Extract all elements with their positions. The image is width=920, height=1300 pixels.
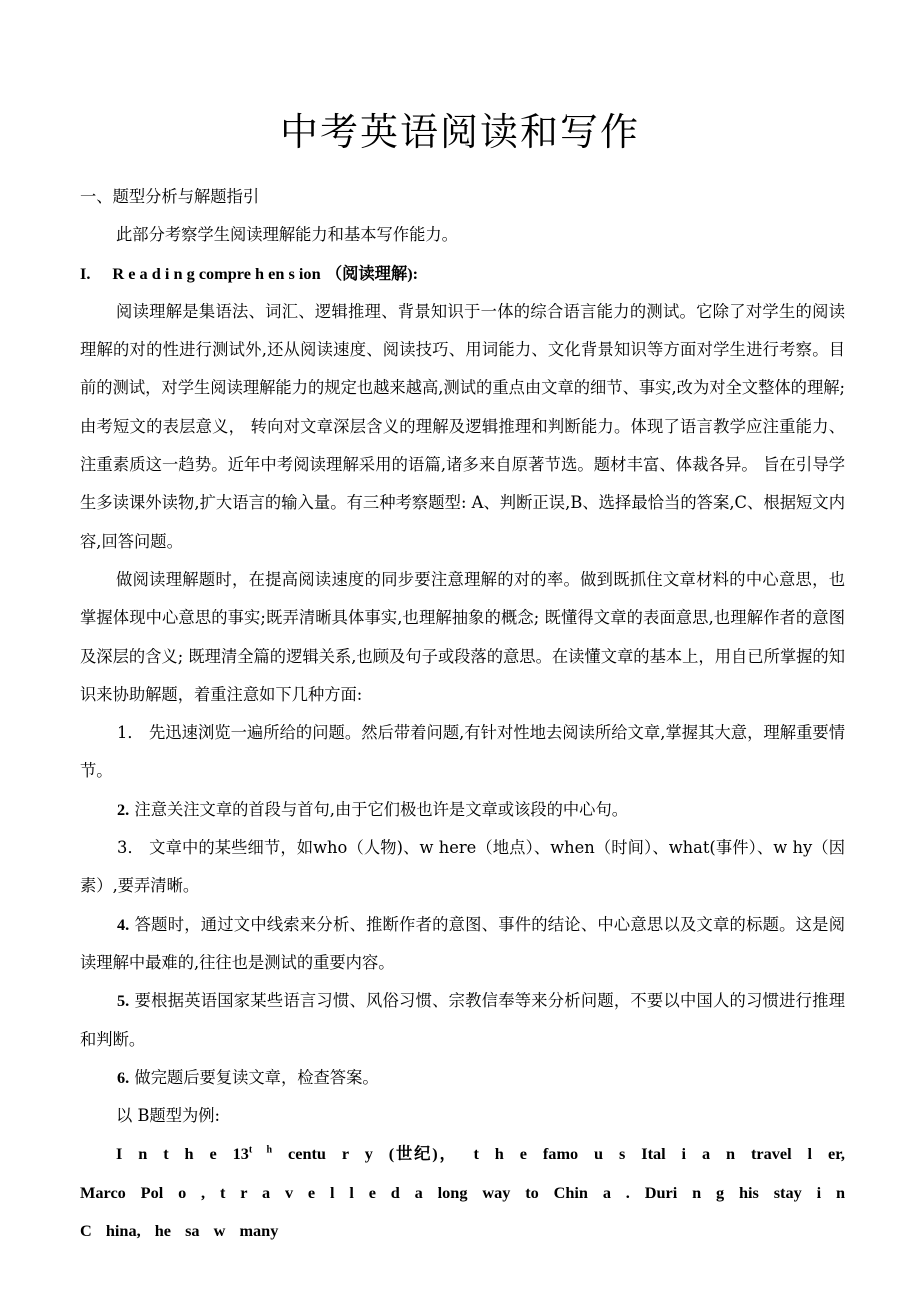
tip-number: 1．: [117, 723, 144, 743]
tip-text: 要根据英语国家某些语言习惯、风俗习惯、宗教信奉等来分析问题，不要以中国人的习惯进行推理和判断。: [80, 991, 845, 1049]
section-heading: 一、题型分析与解题指引: [80, 187, 260, 206]
example-intro: 以 B题型为例:: [116, 1106, 221, 1126]
tip-number: 5.: [117, 991, 130, 1011]
document-title: 中考英语阅读和写作: [279, 110, 640, 155]
tip-item: [80, 906, 845, 983]
tip-number: 3．: [117, 838, 144, 858]
intro-paragraph: 此部分考察学生阅读理解能力和基本写作能力。: [116, 225, 458, 245]
part-number: I.: [80, 263, 91, 283]
passage-continued: centu r y (世纪)， t h e famo u s Ital i a n travel l er, Marco Pol o , t r a v e l l e d a long way to Chin a . Duri n g his stay i n C hina, he sa w many: [80, 1144, 845, 1241]
paragraph-2: 做阅读理解题时，在提高阅读速度的同步要注意理解的对的率。做到既抓住文章材料的中心意思，也掌握体现中心意思的事实;既弄清晰具体事实,也理解抽象的概念; 既懂得文章的表面意思,也理解作者的意图及深层的含义; 既理清全篇的逻辑关系,也顾及句子或段落的意思。在读懂文章的基本上，用自已所掌握的知识来协助解题，着重注意如下几种方面:: [80, 569, 845, 704]
tip-text: 注意关注文章的首段与首句,由于它们极也许是文章或该段的中心句。: [134, 799, 629, 819]
tip-item: [80, 829, 845, 906]
tip-item: [80, 714, 845, 791]
tip-item: [80, 791, 845, 829]
passage-superscript: t h: [248, 1145, 273, 1156]
tip-item: [80, 982, 845, 1059]
part-title-cn: （阅读理解):: [325, 263, 419, 283]
tip-text: 答题时，通过文中线索来分析、推断作者的意图、事件的结论、中心意思以及文章的标题。这是阅读理解中最难的,往往也是测试的重要内容。: [80, 914, 845, 972]
passage-start: I n t h e 13: [116, 1144, 249, 1164]
tip-item: [80, 1059, 845, 1097]
document-body: [80, 178, 845, 1250]
part-title-en: R e a d i n g compre h en s ion: [112, 263, 321, 283]
tip-number: 4.: [117, 914, 130, 934]
part-heading: [80, 255, 845, 293]
example-passage: [80, 1135, 845, 1250]
tip-text: 做完题后要复读文章，检查答案。: [134, 1067, 379, 1087]
tip-text: 先迅速浏览一遍所给的问题。然后带着问题,有针对性地去阅读所给文章,掌握其大意，理解重要情节。: [80, 723, 846, 781]
tip-number: 6.: [117, 1067, 130, 1087]
tip-text: 文章中的某些细节，如who（人物)、w here（地点）、when（时间）、what(事件）、w hy（因素）,要弄清晰。: [80, 838, 845, 896]
tip-number: 2.: [117, 799, 130, 819]
paragraph-1: 阅读理解是集语法、词汇、逻辑推理、背景知识于一体的综合语言能力的测试。它除了对学生的阅读理解的对的性进行测试外,还从阅读速度、阅读技巧、用词能力、文化背景知识等方面对学生进行考察。目前的测试，对学生阅读理解能力的规定也越来越高,测试的重点由文章的细节、事实,改为对全文整体的理解;由考短文的表层意义， 转向对文章深层含义的理解及逻辑推理和判断能力。体现了语言教学应注重能力、注重素质这一趋势。近年中考阅读理解采用的语篇,诸多来自原著节选。题材丰富、体裁各异。 旨在引导学生多读课外读物,扩大语言的输入量。有三种考察题型: A、判断正误,B、选择最恰当的答案,C、根据短文内容,回答问题。: [80, 301, 845, 551]
